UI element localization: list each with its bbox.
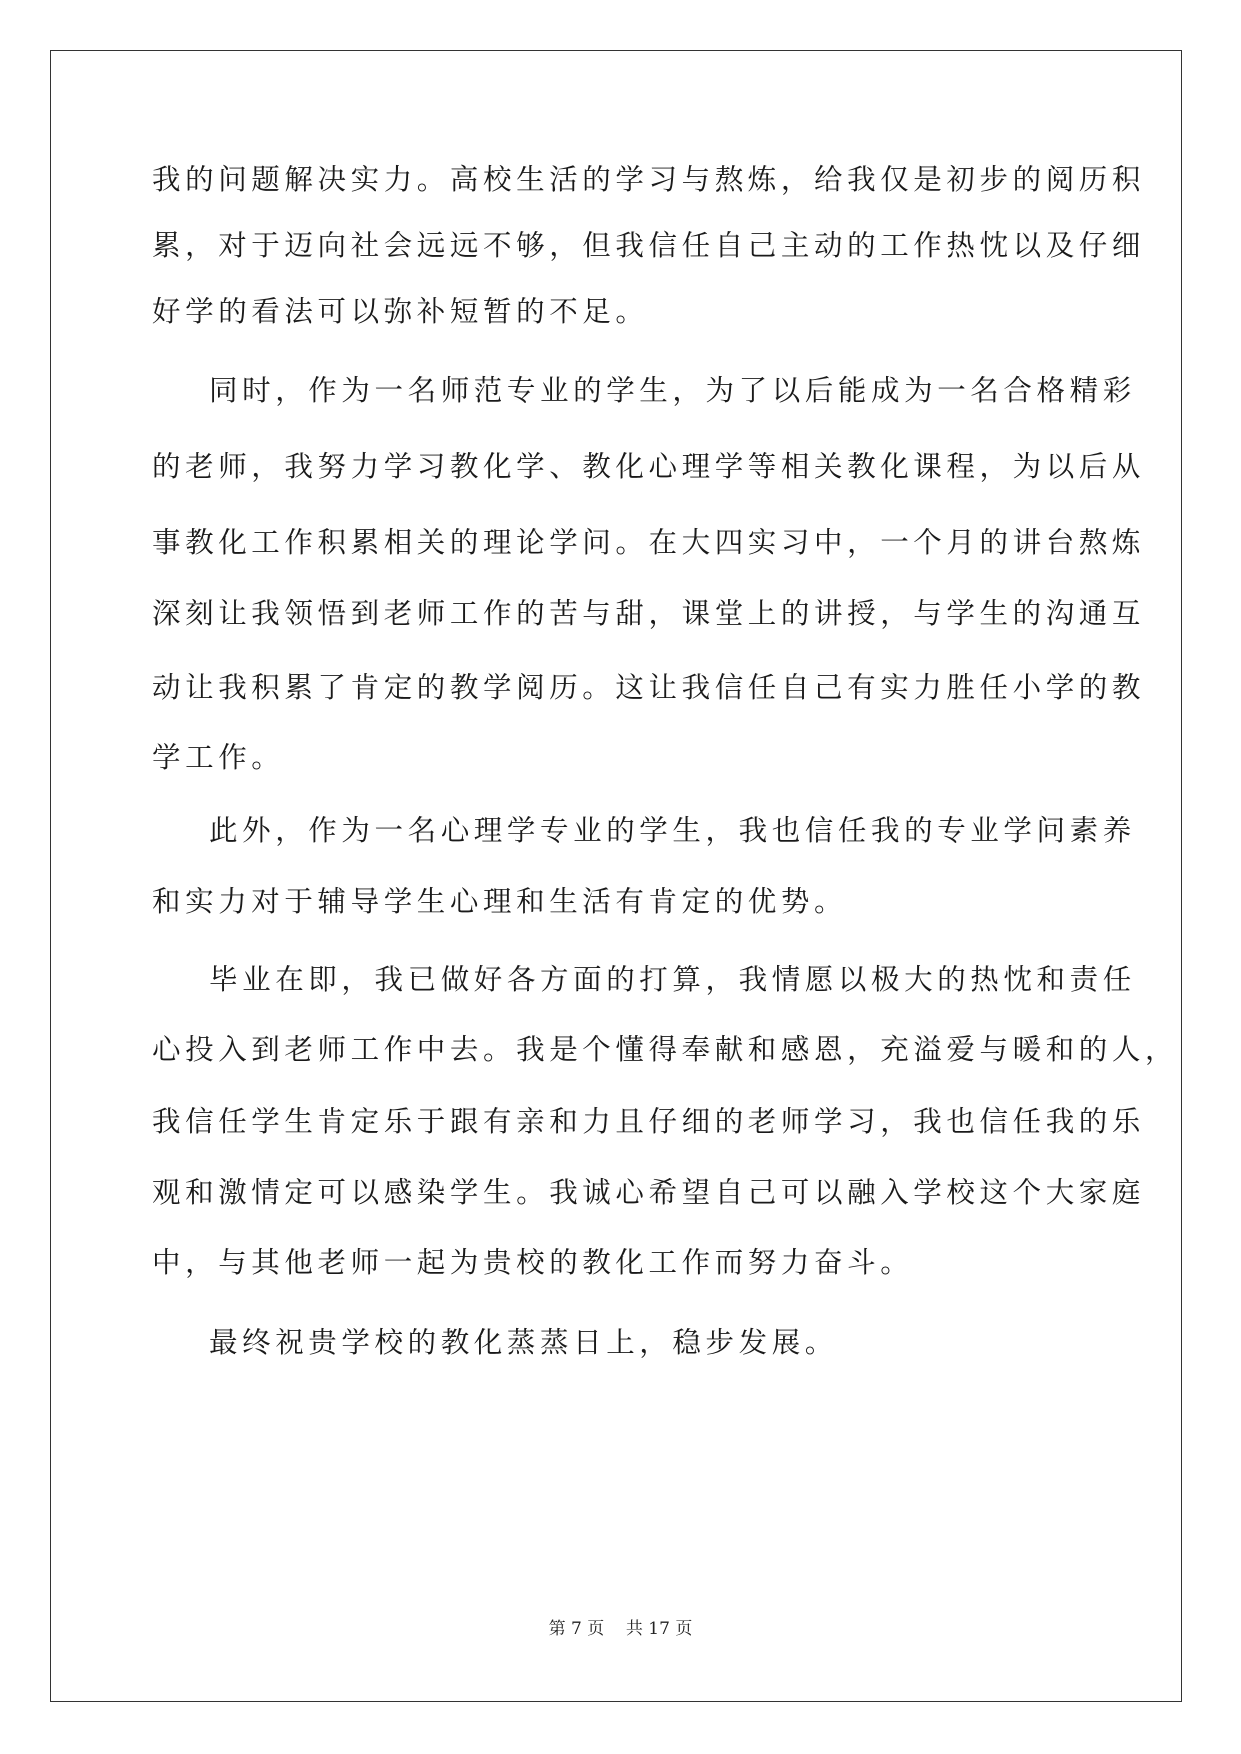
text-line-11: 和实力对于辅导学生心理和生活有肯定的优势。 (152, 885, 848, 918)
text-line-7: 深刻让我领悟到老师工作的苦与甜，课堂上的讲授，与学生的沟通互 (152, 597, 1146, 630)
text-line-3: 好学的看法可以弥补短暂的不足。 (152, 295, 649, 328)
paragraph-start-line-17: 最终祝贵学校的教化蒸蒸日上，稳步发展。 (209, 1326, 838, 1359)
paragraph-start-line-4: 同时，作为一名师范专业的学生，为了以后能成为一名合格精彩 (209, 374, 1136, 407)
text-line-5: 的老师，我努力学习教化学、教化心理学等相关教化课程，为以后从 (152, 450, 1146, 483)
text-line-1: 我的问题解决实力。高校生活的学习与熬炼，给我仅是初步的阅历积 (152, 163, 1146, 196)
text-line-2: 累，对于迈向社会远远不够，但我信任自己主动的工作热忱以及仔细 (152, 229, 1146, 262)
text-line-9: 学工作。 (152, 741, 285, 774)
page-number: 第 7 页 共 17 页 (548, 1619, 693, 1639)
text-line-16: 中，与其他老师一起为贵校的教化工作而努力奋斗。 (152, 1246, 914, 1279)
paragraph-start-line-12: 毕业在即，我已做好各方面的打算，我情愿以极大的热忱和责任 (209, 963, 1136, 996)
text-line-13: 心投入到老师工作中去。我是个懂得奉献和感恩，充溢爱与暖和的人， (152, 1033, 1179, 1066)
text-line-6: 事教化工作积累相关的理论学问。在大四实习中，一个月的讲台熬炼 (152, 526, 1146, 559)
text-line-15: 观和激情定可以感染学生。我诚心希望自己可以融入学校这个大家庭 (152, 1176, 1146, 1209)
text-line-8: 动让我积累了肯定的教学阅历。这让我信任自己有实力胜任小学的教 (152, 671, 1146, 704)
text-line-14: 我信任学生肯定乐于跟有亲和力且仔细的老师学习，我也信任我的乐 (152, 1105, 1146, 1138)
paragraph-start-line-10: 此外，作为一名心理学专业的学生，我也信任我的专业学问素养 (209, 814, 1136, 847)
